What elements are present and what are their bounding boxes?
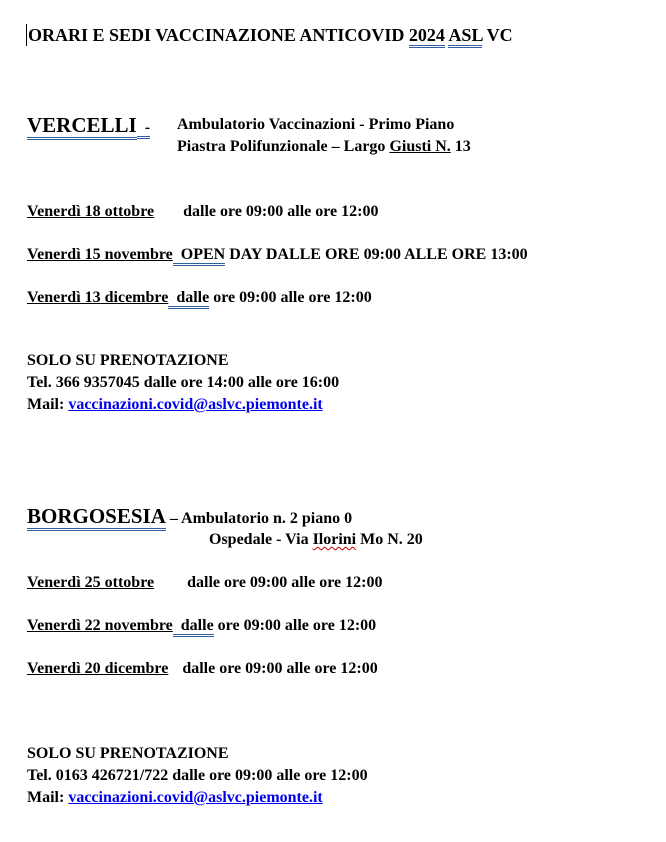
date-hours: ore 09:00 alle ore 12:00 [209,289,372,306]
title-text: ORARI E SEDI VACCINAZIONE ANTICOVID [28,25,409,45]
borgosesia-booking: SOLO SU PRENOTAZIONE [27,745,229,762]
vercelli-location-line1: Ambulatorio Vaccinazioni - Primo Piano [177,116,455,133]
vercelli-location-line2: Piastra Polifunzionale – Largo Giusti N. 13 [177,138,471,155]
date-day: Venerdì 13 dicembre [27,289,169,306]
title-vc: VC [482,25,513,45]
vercelli-street-name: Giusti [389,138,432,155]
vercelli-date-2 [27,245,528,265]
borgosesia-mail-link[interactable]: vaccinazioni.covid@aslvc.piemonte.it [68,789,323,806]
date-hours: dalle ore 09:00 alle ore 12:00 [187,574,383,591]
vercelli-city: VERCELLI [27,113,137,140]
date-hours: ore 09:00 alle ore 12:00 [213,617,377,634]
vercelli-mail-row [27,395,323,415]
title-year: 2024 [409,25,445,48]
date-hours: dalle ore 09:00 alle ore 12:00 [182,660,378,677]
borgosesia-location-line2: Ospedale - Via Ilorini Mo N. 20 [209,531,423,548]
vercelli-date-3: Venerdì 13 dicembre dalle ore 09:00 alle ore 12:00 [27,288,372,308]
date-day: Venerdì 25 ottobre [27,574,155,591]
mail-label: Mail: [27,789,69,806]
date-day: Venerdì 15 novembre [27,246,173,263]
document-title [26,24,513,46]
vercelli-booking: SOLO SU PRENOTAZIONE [27,352,229,369]
borgosesia-date-1 [27,573,382,593]
date-hours: dalle ore 09:00 alle ore 12:00 [183,203,379,220]
mail-label: Mail: [27,396,69,413]
date-hours: DAY DALLE ORE 09:00 ALLE ORE 13:00 [225,246,528,263]
borgosesia-location-line1: – Ambulatorio n. 2 piano 0 [165,510,353,527]
vercelli-date-1 [27,202,378,222]
borgosesia-mail-row [27,788,323,808]
vercelli-mail-link[interactable]: vaccinazioni.covid@aslvc.piemonte.it [68,396,323,413]
date-day: Venerdì 20 dicembre [27,660,169,677]
borgosesia-street-name: Ilorini [312,531,357,548]
borgosesia-date-2: Venerdì 22 novembre dalle ore 09:00 alle ore 12:00 [27,616,376,636]
date-day: Venerdì 22 novembre [27,617,173,634]
borgosesia-tel: Tel. 0163 426721/722 dalle ore 09:00 alle ore 12:00 [27,767,368,784]
vercelli-tel: Tel. 366 9357045 dalle ore 14:00 alle ore 16:00 [27,374,340,391]
open-day-label: OPEN [180,246,226,263]
title-asl: ASL [448,25,482,48]
vercelli-dash: - [140,119,151,136]
date-day: Venerdì 18 ottobre [27,203,155,220]
borgosesia-heading [27,503,352,529]
borgosesia-date-3 [27,659,378,679]
borgosesia-city: BORGOSESIA [27,504,166,531]
vercelli-heading [27,112,150,138]
